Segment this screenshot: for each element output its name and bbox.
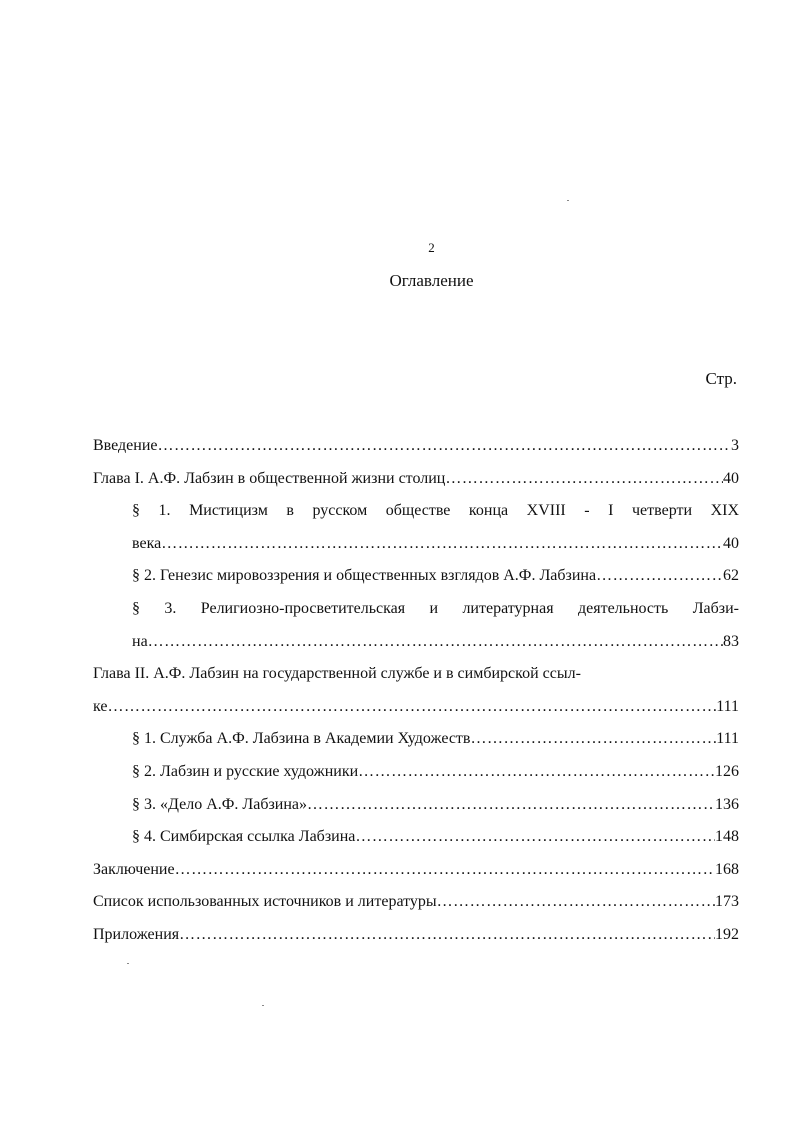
- toc-entry-chapter-1: [93, 463, 739, 496]
- toc-entry-page: 148: [715, 828, 739, 846]
- toc-entry-text: § 1. Мистицизм в русском обществе конца XVIII - I четверти XIX: [132, 502, 739, 520]
- toc-entry-sources: [93, 886, 739, 919]
- page-number: 2: [428, 240, 435, 255]
- toc-entry-conclusion: [93, 854, 739, 887]
- toc-entry-text: Заключение: [93, 860, 175, 878]
- toc-leader-dots: [596, 560, 723, 593]
- page-title: Оглавление: [389, 271, 474, 290]
- toc-leader-dots: [358, 756, 715, 789]
- scan-speck: [127, 963, 129, 964]
- toc-entry-page: 3: [731, 437, 739, 454]
- toc-entry-text: § 3. Религиозно-просветительская и литературная деятельность Лабзи-: [132, 599, 739, 617]
- page-column-label: Стр.: [705, 369, 737, 388]
- toc-entry-text: века: [132, 534, 162, 552]
- toc-entry-text: на: [132, 632, 148, 650]
- toc-entry-text: § 3. «Дело А.Ф. Лабзина»: [132, 795, 308, 813]
- toc-entry-page: 136: [715, 795, 739, 813]
- toc-entry-text: Глава I. А.Ф. Лабзин в общественной жизни столиц: [93, 469, 446, 487]
- toc-leader-dots: [175, 854, 715, 887]
- toc-entry-1-1-line2: [93, 528, 739, 561]
- toc-entry-text: § 4. Симбирская ссылка Лабзина: [132, 828, 356, 846]
- toc-leader-dots: [161, 528, 723, 561]
- toc-entry-page: 192: [715, 925, 739, 943]
- toc-entry-introduction: [93, 430, 739, 463]
- toc-leader-dots: [470, 723, 716, 756]
- toc-entry-page: 173: [715, 893, 739, 911]
- toc-entry-page: 40: [723, 534, 739, 552]
- toc-entry-text: § 1. Служба А.Ф. Лабзина в Академии Художеств: [132, 730, 471, 748]
- toc-entry-page: 126: [715, 762, 739, 780]
- toc-leader-dots: [307, 789, 715, 822]
- toc-entry-2-1: [93, 723, 739, 756]
- toc-entry-1-3-line1: [93, 593, 739, 626]
- table-of-contents: [93, 430, 739, 952]
- toc-leader-dots: [179, 919, 715, 952]
- toc-entry-page: 83: [723, 632, 739, 650]
- toc-leader-dots: [107, 691, 716, 724]
- toc-entry-text: Введение: [93, 437, 158, 454]
- toc-leader-dots: [437, 886, 715, 919]
- toc-leader-dots: [445, 463, 723, 496]
- toc-entry-appendices: [93, 919, 739, 952]
- toc-entry-1-1-line1: [93, 495, 739, 528]
- toc-leader-dots: [158, 430, 732, 463]
- toc-entry-page: 40: [723, 469, 739, 487]
- scan-speck: [567, 200, 569, 201]
- toc-leader-dots: [355, 821, 715, 854]
- toc-entry-1-2: [93, 560, 739, 593]
- toc-entry-page: 111: [716, 697, 739, 715]
- toc-entry-text: § 2. Генезис мировоззрения и общественных взглядов А.Ф. Лабзина: [132, 567, 597, 585]
- toc-entry-page: 168: [715, 860, 739, 878]
- toc-entry-2-3: [93, 789, 739, 822]
- toc-entry-text: ке: [93, 697, 108, 715]
- toc-entry-2-2: [93, 756, 739, 789]
- toc-entry-chapter-2-line2: [93, 691, 739, 724]
- toc-entry-text: Приложения: [93, 925, 180, 943]
- toc-entry-text: § 2. Лабзин и русские художники: [132, 762, 359, 780]
- toc-entry-page: 62: [723, 567, 739, 585]
- scan-speck: [262, 1005, 264, 1006]
- toc-entry-1-3-line2: [93, 626, 739, 659]
- toc-leader-dots: [148, 626, 723, 659]
- toc-entry-chapter-2-line1: [93, 658, 739, 691]
- toc-entry-text: Список использованных источников и литературы: [93, 893, 437, 911]
- toc-entry-text: Глава II. А.Ф. Лабзин на государственной службе и в симбирской ссыл-: [93, 665, 581, 683]
- toc-entry-page: 111: [716, 730, 739, 748]
- toc-entry-2-4: [93, 821, 739, 854]
